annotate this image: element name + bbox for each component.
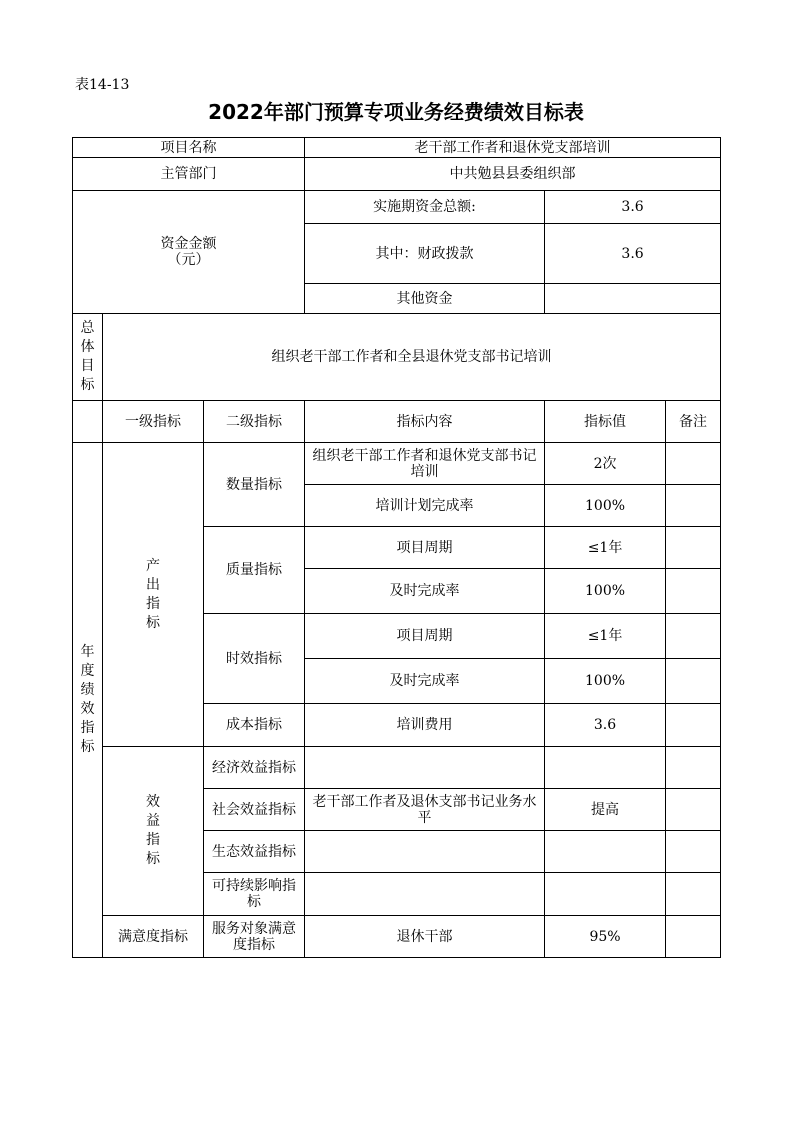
header-value: 指标值 xyxy=(545,401,666,443)
timeliness-note-1 xyxy=(666,614,721,659)
output-label: 产出指标 xyxy=(146,557,160,631)
satisfaction-label: 满意度指标 xyxy=(103,916,204,958)
quality-content-2: 及时完成率 xyxy=(305,569,545,614)
cost-value: 3.6 xyxy=(545,704,666,747)
funds-fiscal-label: 其中：财政拨款 xyxy=(305,224,545,284)
project-name-label: 项目名称 xyxy=(73,138,305,158)
sustainable-label: 可持续影响指标 xyxy=(204,873,305,916)
table-row xyxy=(73,443,721,485)
economic-label: 经济效益指标 xyxy=(204,747,305,789)
row-headers xyxy=(73,401,721,443)
economic-content xyxy=(305,747,545,789)
header-level2: 二级指标 xyxy=(204,401,305,443)
ecological-value xyxy=(545,831,666,873)
funds-label: 资金金额 xyxy=(160,236,217,252)
header-blank xyxy=(73,401,103,443)
satisfaction-note xyxy=(666,916,721,958)
header-content: 指标内容 xyxy=(305,401,545,443)
funds-other-value xyxy=(545,284,721,314)
performance-table xyxy=(72,137,721,958)
quality-note-2 xyxy=(666,569,721,614)
ecological-content xyxy=(305,831,545,873)
timeliness-note-2 xyxy=(666,659,721,704)
table-code: 表14-13 xyxy=(75,77,130,93)
annual-label-cell xyxy=(73,443,103,958)
annual-label: 年度绩效指标 xyxy=(80,644,95,755)
overall-goal-label: 总体目标 xyxy=(80,320,95,393)
funds-fiscal-value: 3.6 xyxy=(545,224,721,284)
page-title: 2022年部门预算专项业务经费绩效目标表 xyxy=(208,100,584,124)
timeliness-content-2: 及时完成率 xyxy=(305,659,545,704)
funds-other-label: 其他资金 xyxy=(305,284,545,314)
quantity-note-2 xyxy=(666,485,721,527)
satisfaction-content: 退休干部 xyxy=(305,916,545,958)
header-level1: 一级指标 xyxy=(103,401,204,443)
header-note: 备注 xyxy=(666,401,721,443)
satisfaction-sub: 服务对象满意度指标 xyxy=(204,916,305,958)
cost-label: 成本指标 xyxy=(204,704,305,747)
economic-value xyxy=(545,747,666,789)
funds-unit: （元） xyxy=(167,252,210,268)
satisfaction-value: 95% xyxy=(545,916,666,958)
timeliness-value-2: 100% xyxy=(545,659,666,704)
benefit-label-cell xyxy=(103,747,204,916)
funds-total-value: 3.6 xyxy=(545,191,721,224)
quantity-content-2: 培训计划完成率 xyxy=(305,485,545,527)
table-row xyxy=(73,916,721,958)
row-overall-goal xyxy=(73,314,721,401)
quantity-value-2: 100% xyxy=(545,485,666,527)
social-content: 老干部工作者及退休支部书记业务水平 xyxy=(305,789,545,831)
quantity-label: 数量指标 xyxy=(204,443,305,527)
timeliness-content-1: 项目周期 xyxy=(305,614,545,659)
quality-label: 质量指标 xyxy=(204,527,305,614)
cost-note xyxy=(666,704,721,747)
row-funds-total xyxy=(73,191,721,224)
quality-content-1: 项目周期 xyxy=(305,527,545,569)
overall-goal-label-cell xyxy=(73,314,103,401)
quantity-content-1: 组织老干部工作者和退休党支部书记培训 xyxy=(305,443,545,485)
social-note xyxy=(666,789,721,831)
row-project-name xyxy=(73,138,721,158)
table-row xyxy=(73,747,721,789)
output-label-cell xyxy=(103,443,204,747)
timeliness-label: 时效指标 xyxy=(204,614,305,704)
benefit-label: 效益指标 xyxy=(146,794,160,867)
cost-content: 培训费用 xyxy=(305,704,545,747)
department-value: 中共勉县县委组织部 xyxy=(305,158,721,191)
quality-value-2: 100% xyxy=(545,569,666,614)
economic-note xyxy=(666,747,721,789)
sustainable-note xyxy=(666,873,721,916)
quality-note-1 xyxy=(666,527,721,569)
quantity-note-1 xyxy=(666,443,721,485)
sustainable-content xyxy=(305,873,545,916)
department-label: 主管部门 xyxy=(73,158,305,191)
sustainable-value xyxy=(545,873,666,916)
ecological-note xyxy=(666,831,721,873)
overall-goal-value: 组织老干部工作者和全县退休党支部书记培训 xyxy=(103,314,721,401)
row-department xyxy=(73,158,721,191)
social-value: 提高 xyxy=(545,789,666,831)
project-name-value: 老干部工作者和退休党支部培训 xyxy=(305,138,721,158)
timeliness-value-1: ≤1年 xyxy=(545,614,666,659)
funds-total-label: 实施期资金总额: xyxy=(305,191,545,224)
quality-value-1: ≤1年 xyxy=(545,527,666,569)
ecological-label: 生态效益指标 xyxy=(204,831,305,873)
social-label: 社会效益指标 xyxy=(204,789,305,831)
quantity-value-1: 2次 xyxy=(545,443,666,485)
funds-label-cell xyxy=(73,191,305,314)
